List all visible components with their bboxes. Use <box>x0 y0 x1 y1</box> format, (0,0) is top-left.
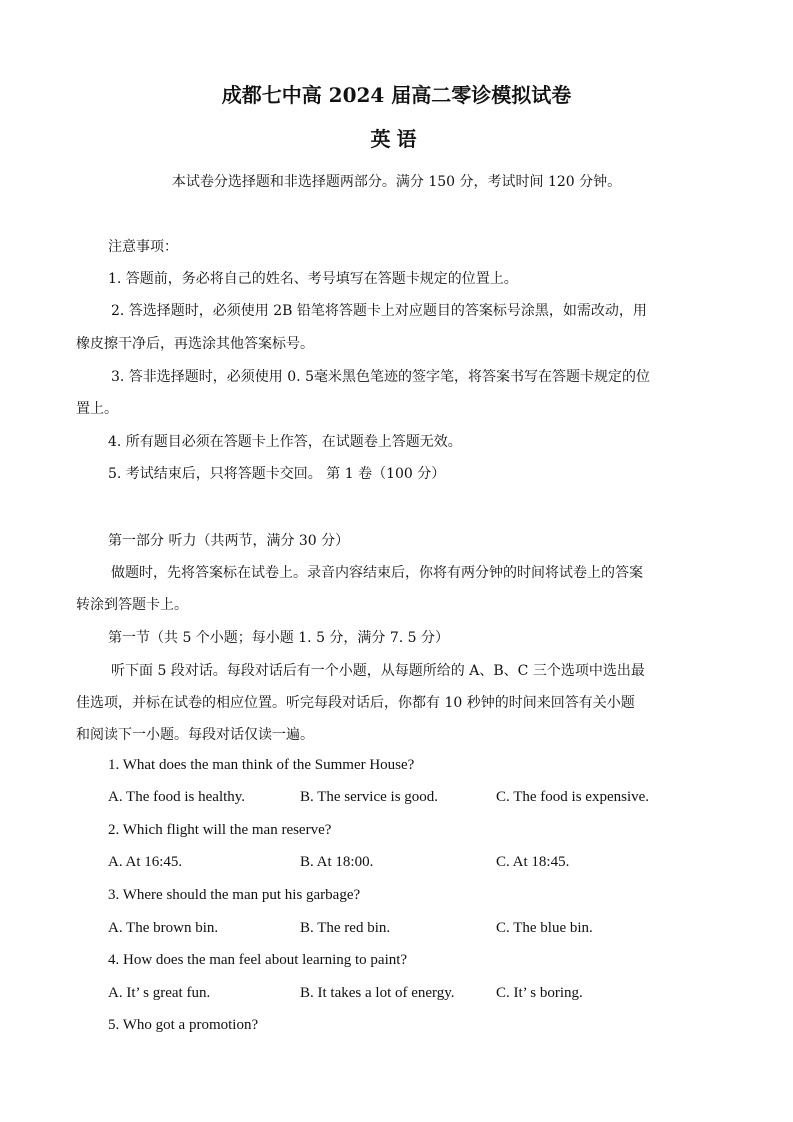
question-4-option-b: B. It takes a lot of energy. <box>300 985 455 1001</box>
exam-intro: 本试卷分选择题和非选择题两部分。满分 150 分，考试时间 120 分钟。 <box>171 174 622 190</box>
part1-instruction-line-1: 做题时，先将答案标在试卷上。录音内容结束后，你将有两分钟的时间将试卷上的答案 <box>111 565 643 581</box>
question-1-option-a: A. The food is healthy. <box>108 789 246 805</box>
section1-heading: 第一节（共 5 个小题；每小题 1. 5 分，满分 7. 5 分） <box>108 630 450 646</box>
notice-item-1: 1. 答题前，务必将自己的姓名、考号填写在答题卡规定的位置上。 <box>108 271 518 287</box>
notice-item-3-line-2: 置上。 <box>76 401 118 417</box>
section1-instruction-line-2: 佳选项，并标在试卷的相应位置。听完每段对话后，你都有 10 秒钟的时间来回答有关小题 <box>76 695 635 711</box>
notice-item-2-line-2: 橡皮擦干净后，再选涂其他答案标号。 <box>76 336 314 352</box>
question-5: 5. Who got a promotion? <box>108 1017 259 1033</box>
question-4-option-a: A. It’ s great fun. <box>108 985 211 1001</box>
part1-heading: 第一部分 听力（共两节，满分 30 分） <box>108 533 350 549</box>
part1-instruction-line-2: 转涂到答题卡上。 <box>76 597 188 613</box>
question-3: 3. Where should the man put his garbage? <box>108 887 361 903</box>
notice-item-2-line-1: 2. 答选择题时，必须使用 2B 铅笔将答题卡上对应题目的答案标号涂黑，如需改动，用 <box>111 303 647 319</box>
question-4: 4. How does the man feel about learning to paint? <box>108 952 408 968</box>
question-1-option-b: B. The service is good. <box>300 789 439 805</box>
question-2-option-c: C. At 18:45. <box>496 854 570 870</box>
question-2-option-b: B. At 18:00. <box>300 854 374 870</box>
question-2-option-a: A. At 16:45. <box>108 854 183 870</box>
question-3-option-c: C. The blue bin. <box>496 920 593 936</box>
subject-title: 英语 <box>370 127 423 151</box>
notice-item-4: 4. 所有题目必须在答题卡上作答，在试题卷上答题无效。 <box>108 434 462 450</box>
question-2: 2. Which flight will the man reserve? <box>108 822 332 838</box>
question-1: 1. What does the man think of the Summer House? <box>108 757 415 773</box>
question-4-option-c: C. It’ s boring. <box>496 985 583 1001</box>
notice-item-5: 5. 考试结束后，只将答题卡交回。 第 1 卷（100 分） <box>108 466 446 482</box>
question-3-option-a: A. The brown bin. <box>108 920 219 936</box>
exam-title: 成都七中高 2024 届高二零诊模拟试卷 <box>221 83 572 107</box>
section1-instruction-line-1: 听下面 5 段对话。每段对话后有一个小题，从每题所给的 A、B、C 三个选项中选出最 <box>111 663 645 679</box>
question-3-option-b: B. The red bin. <box>300 920 391 936</box>
notice-item-3-line-1: 3. 答非选择题时，必须使用 0. 5毫米黑色笔迹的签字笔，将答案书写在答题卡规定的位 <box>111 369 650 385</box>
question-1-option-c: C. The food is expensive. <box>496 789 650 805</box>
section1-instruction-line-3: 和阅读下一小题。每段对话仅读一遍。 <box>76 727 314 743</box>
notice-heading: 注意事项： <box>108 239 178 255</box>
